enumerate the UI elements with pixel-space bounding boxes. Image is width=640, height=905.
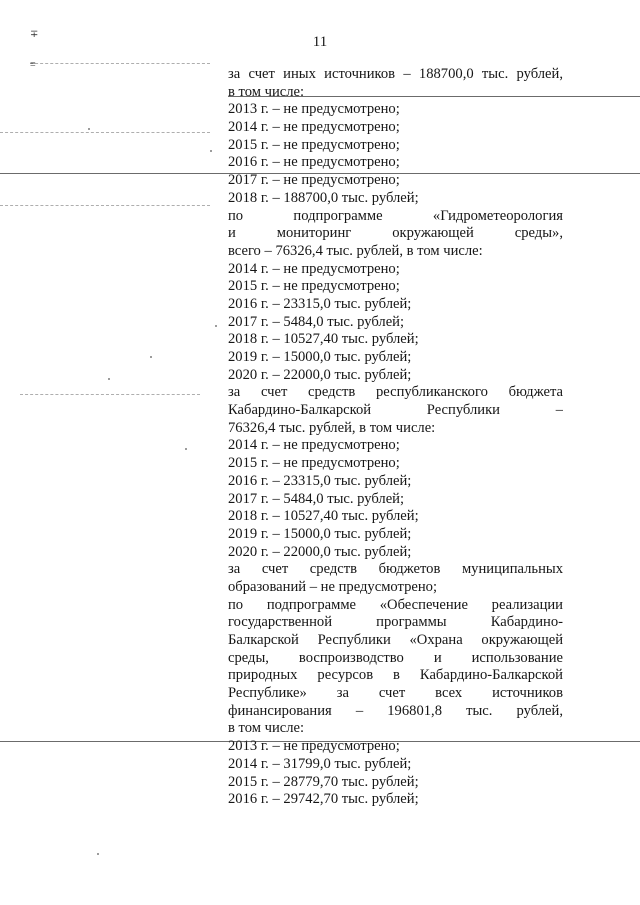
- text-line: 2019 г. – 15000,0 тыс. рублей;: [228, 525, 412, 542]
- text-line: 76326,4 тыс. рублей, в том числе:: [228, 419, 436, 436]
- text-line: 2015 г. – не предусмотрено;: [228, 278, 400, 295]
- scan-speck: [185, 448, 187, 450]
- scan-streak: [0, 205, 210, 206]
- text-line: 2018 г. – 10527,40 тыс. рублей;: [228, 508, 419, 525]
- text-line: 2013 г. – не предусмотрено;: [228, 738, 400, 755]
- text-line: 2016 г. – 23315,0 тыс. рублей;: [228, 472, 412, 489]
- text-line: 2020 г. – 22000,0 тыс. рублей;: [228, 366, 412, 383]
- scan-mark: ≡: [30, 59, 36, 70]
- text-line: среды, воспроизводство и использование: [228, 649, 563, 666]
- scan-streak: [30, 63, 210, 64]
- text-line: 2017 г. – не предусмотрено;: [228, 172, 400, 189]
- scan-streak: [0, 132, 210, 133]
- text-line: в том числе:: [228, 83, 305, 100]
- page-number: 11: [312, 34, 328, 50]
- scan-streak: [0, 741, 640, 742]
- text-line: государственной программы Кабардино-: [228, 614, 563, 631]
- scan-streak: [0, 173, 640, 174]
- text-line: 2014 г. – не предусмотрено;: [228, 437, 400, 454]
- text-line: 2016 г. – 23315,0 тыс. рублей;: [228, 295, 412, 312]
- text-line: 2014 г. – не предусмотрено;: [228, 119, 400, 136]
- text-line: 2014 г. – не предусмотрено;: [228, 260, 400, 277]
- text-line: за счет средств бюджетов муниципальных: [228, 561, 563, 578]
- text-line: за счет средств республиканского бюджета: [228, 384, 563, 401]
- text-line: по подпрограмме «Обеспечение реализации: [228, 596, 563, 613]
- text-line: 2016 г. – 29742,70 тыс. рублей;: [228, 791, 419, 808]
- scan-speck: [215, 325, 217, 327]
- scan-speck: [97, 853, 99, 855]
- text-line: 2020 г. – 22000,0 тыс. рублей;: [228, 543, 412, 560]
- text-line: образований – не предусмотрено;: [228, 578, 438, 595]
- text-line: 2015 г. – не предусмотрено;: [228, 136, 400, 153]
- scan-streak: [228, 96, 640, 97]
- text-line: Кабардино-Балкарской Республики –: [228, 402, 563, 419]
- text-line: и мониторинг окружающей среды»,: [228, 225, 563, 242]
- text-line: финансирования – 196801,8 тыс. рублей,: [228, 702, 563, 719]
- text-line: 2015 г. – не предусмотрено;: [228, 455, 400, 472]
- text-line: 2013 г. – не предусмотрено;: [228, 101, 400, 118]
- text-line: за счет иных источников – 188700,0 тыс. рублей,: [228, 66, 563, 82]
- text-line: Республике» за счет всех источников: [228, 685, 563, 702]
- scan-speck: [150, 356, 152, 358]
- text-line: по подпрограмме «Гидрометеорология: [228, 207, 563, 224]
- scan-streak: [20, 394, 200, 395]
- text-line: 2018 г. – 188700,0 тыс. рублей;: [228, 189, 419, 206]
- text-line: 2014 г. – 31799,0 тыс. рублей;: [228, 755, 412, 772]
- text-line: в том числе:: [228, 720, 305, 737]
- text-line: 2019 г. – 15000,0 тыс. рублей;: [228, 349, 412, 365]
- scan-speck: [210, 150, 212, 152]
- text-line: Балкарской Республики «Охрана окружающей: [228, 632, 563, 648]
- text-line: 2018 г. – 10527,40 тыс. рублей;: [228, 331, 419, 348]
- scan-speck: [88, 128, 90, 130]
- text-line: 2015 г. – 28779,70 тыс. рублей;: [228, 773, 419, 790]
- text-line: 2017 г. – 5484,0 тыс. рублей;: [228, 313, 405, 330]
- text-line: природных ресурсов в Кабардино-Балкарской: [228, 667, 563, 684]
- text-line: 2016 г. – не предусмотрено;: [228, 154, 400, 171]
- scan-mark: ∓: [30, 29, 39, 40]
- scan-speck: [108, 378, 110, 380]
- text-line: 2017 г. – 5484,0 тыс. рублей;: [228, 490, 405, 507]
- body-text: [228, 66, 563, 809]
- text-line: всего – 76326,4 тыс. рублей, в том числе:: [228, 242, 483, 259]
